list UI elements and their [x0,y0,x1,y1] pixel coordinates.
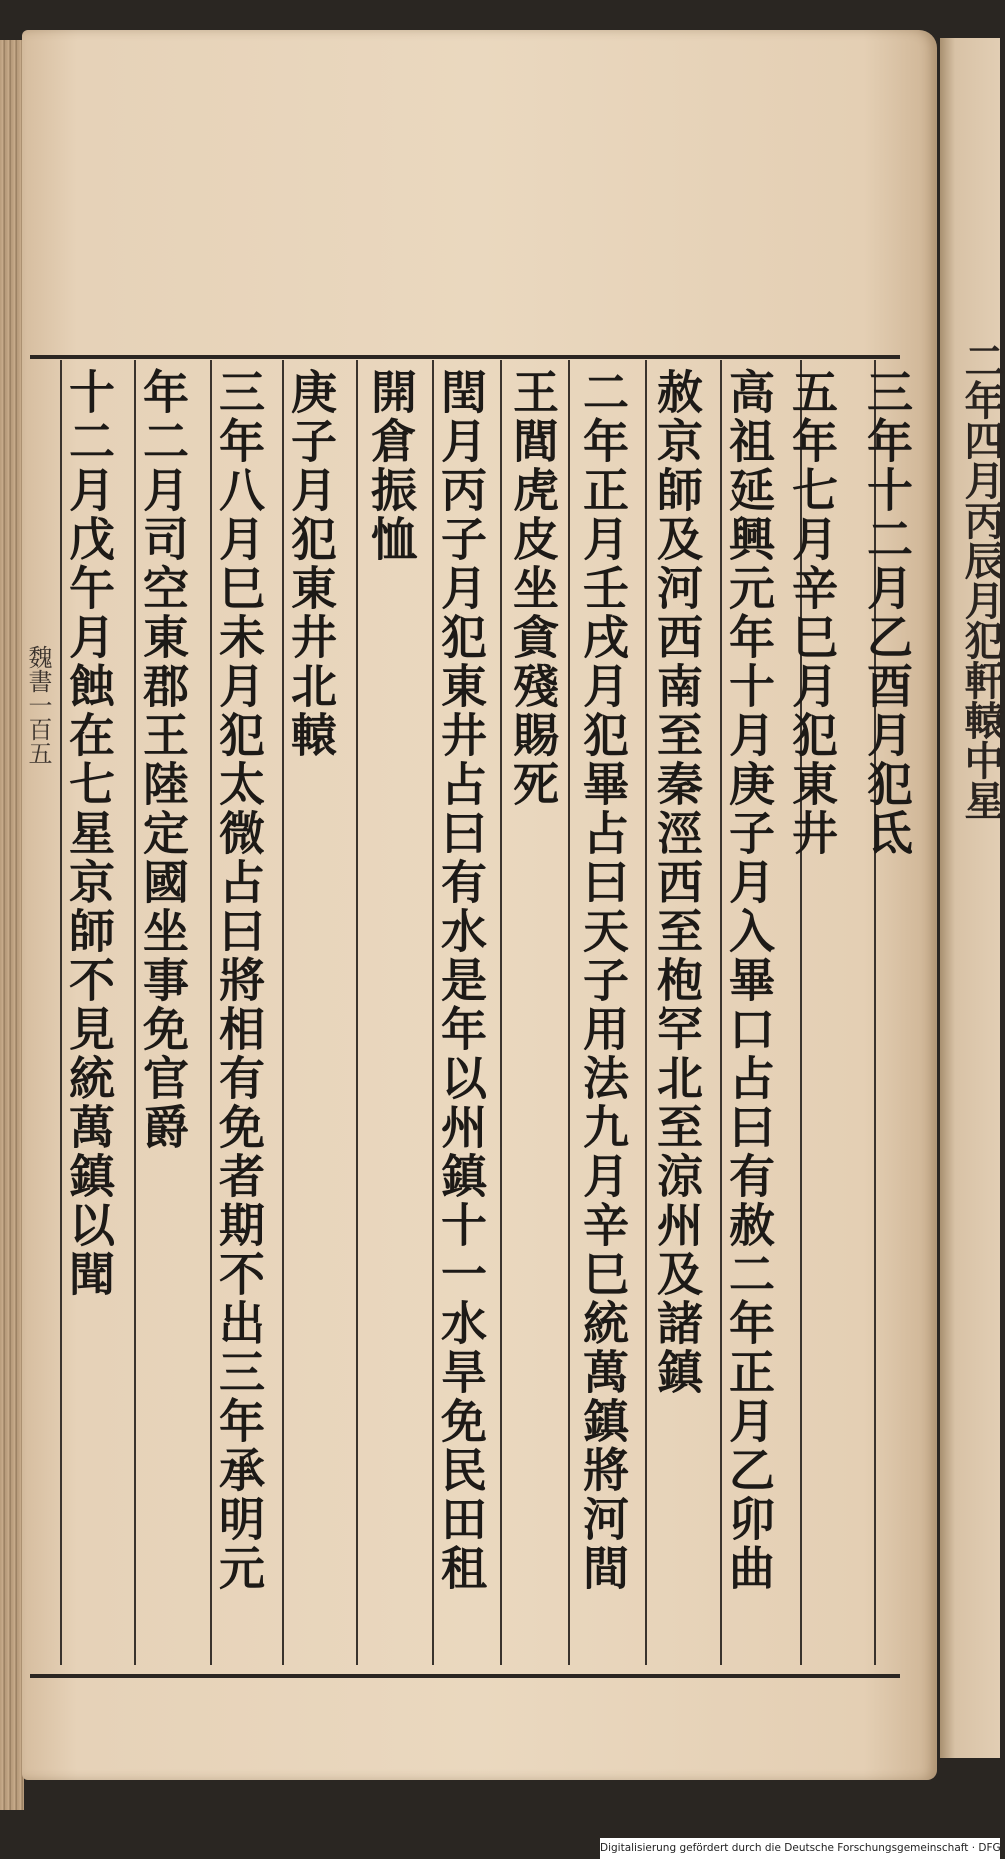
right-page [940,38,1000,1758]
text-column-12: 十二月戊午月蝕在七星京師不見統萬鎮以聞 [62,368,116,1299]
text-column-10: 三年八月巳未月犯太微占曰將相有免者期不出三年承明元 [212,368,266,1593]
text-column-8: 開倉振恤 [364,368,418,564]
margin-label: 魏書一百五 [24,645,52,765]
right-page-text: 二年四月丙辰月犯軒轅中星 [958,340,1005,820]
column-rule [645,360,647,1665]
column-rule [356,360,358,1665]
text-column-6: 王閭虎皮坐貪殘賜死 [506,368,560,809]
text-column-9: 庚子月犯東井北轅 [284,368,338,760]
text-column-3: 高祖延興元年十月庚子月入畢口占曰有赦二年正月乙卯曲 [722,368,776,1593]
text-column-4: 赦京師及河西南至秦涇西至枹罕北至涼州及諸鎮 [650,368,704,1397]
column-rule [500,360,502,1665]
text-column-11: 年二月司空東郡王陸定國坐事免官爵 [136,368,190,1152]
text-column-1: 三年十二月乙酉月犯氐 [860,368,914,858]
digitization-credit: Digitalisierung gefördert durch die Deutsche Forschungsgemeinschaft · DFG [600,1838,1000,1859]
page-edges-left [0,40,24,1810]
text-column-5: 二年正月壬戌月犯畢占曰天子用法九月辛巳統萬鎮將河間 [576,368,630,1593]
column-rule [568,360,570,1665]
text-column-2: 五年七月辛巳月犯東井 [785,368,839,858]
text-column-7: 閏月丙子月犯東井占曰有水是年以州鎮十一水旱免民田租 [434,368,488,1593]
